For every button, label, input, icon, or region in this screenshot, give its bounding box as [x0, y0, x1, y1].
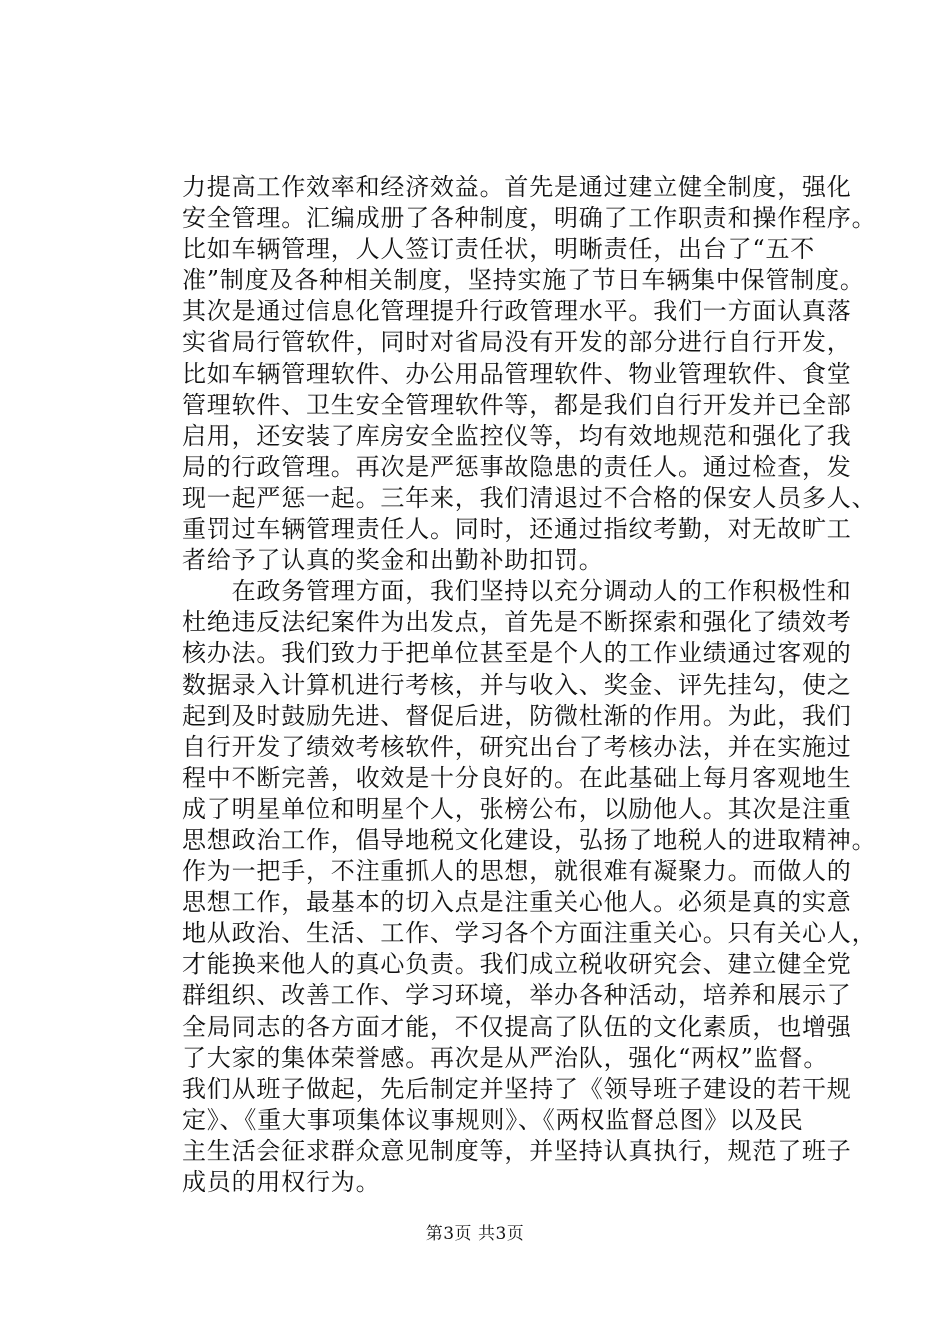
text-line: 管理软件、卫生安全管理软件等，都是我们自行开发并已全部: [182, 390, 852, 419]
text-line: 思想政治工作，倡导地税文化建设，弘扬了地税人的进取精神。: [182, 825, 877, 854]
text-line: 比如车辆管理软件、办公用品管理软件、物业管理软件、食堂: [182, 359, 852, 388]
text-line: 我们从班子做起，先后制定并坚持了《领导班子建设的若干规: [182, 1074, 852, 1103]
text-line: 实省局行管软件，同时对省局没有开发的部分进行自行开发，: [182, 328, 852, 357]
page-number-footer: 第3页 共3页: [425, 1224, 525, 1244]
text-line: 作为一把手，不注重抓人的思想，就很难有凝聚力。而做人的: [182, 857, 852, 886]
text-line: 了大家的集体荣誉感。再次是从严治队，强化“两权”监督。: [182, 1043, 829, 1072]
body-text: [182, 172, 877, 1198]
text-line: 地从政治、生活、工作、学习各个方面注重关心。只有关心人，: [182, 919, 877, 948]
text-line: 起到及时鼓励先进、督促后进，防微杜渐的作用。为此，我们: [182, 701, 852, 730]
text-line: 定》、《重大事项集体议事规则》、《两权监督总图》以及民: [182, 1105, 804, 1134]
text-line: 者给予了认真的奖金和出勤补助扣罚。: [182, 546, 604, 575]
text-line: 全局同志的各方面才能，不仅提高了队伍的文化素质，也增强: [182, 1012, 852, 1041]
text-line: 局的行政管理。再次是严惩事故隐患的责任人。通过检查，发: [182, 452, 852, 481]
text-line: 思想工作，最基本的切入点是注重关心他人。必须是真的实意: [182, 888, 852, 917]
text-line: 力提高工作效率和经济效益。首先是通过建立健全制度，强化: [182, 173, 852, 201]
text-line: 准”制度及各种相关制度，坚持实施了节日车辆集中保管制度。: [182, 266, 865, 295]
text-line: 杜绝违反法纪案件为出发点，首先是不断探索和强化了绩效考: [182, 608, 852, 637]
text-line: 自行开发了绩效考核软件，研究出台了考核办法，并在实施过: [182, 732, 852, 761]
text-line: 才能换来他人的真心负责。我们成立税收研究会、建立健全党: [182, 950, 852, 979]
text-line: 在政务管理方面，我们坚持以充分调动人的工作积极性和: [182, 577, 852, 606]
text-line: 成员的用权行为。: [182, 1168, 381, 1196]
text-line: 数据录入计算机进行考核，并与收入、奖金、评先挂勾，使之: [182, 670, 852, 699]
text-line: 成了明星单位和明星个人，张榜公布，以励他人。其次是注重: [182, 794, 852, 823]
text-line: 重罚过车辆管理责任人。同时，还通过指纹考勤，对无故旷工: [182, 515, 852, 544]
text-line: 主生活会征求群众意见制度等，并坚持认真执行，规范了班子: [182, 1136, 852, 1165]
text-line: 启用，还安装了库房安全监控仪等，均有效地规范和强化了我: [182, 421, 852, 450]
text-line: 核办法。我们致力于把单位甚至是个人的工作业绩通过客观的: [182, 639, 852, 668]
text-line: 其次是通过信息化管理提升行政管理水平。我们一方面认真落: [182, 297, 852, 326]
text-line: 安全管理。汇编成册了各种制度，明确了工作职责和操作程序。: [182, 204, 877, 233]
text-line: 现一起严惩一起。三年来，我们清退过不合格的保安人员多人、: [182, 483, 877, 512]
text-line: 程中不断完善，收效是十分良好的。在此基础上每月客观地生: [182, 763, 852, 792]
text-line: 比如车辆管理，人人签订责任状，明晰责任，出台了“五不: [182, 235, 816, 264]
text-line: 群组织、改善工作、学习环境，举办各种活动，培养和展示了: [182, 981, 852, 1010]
